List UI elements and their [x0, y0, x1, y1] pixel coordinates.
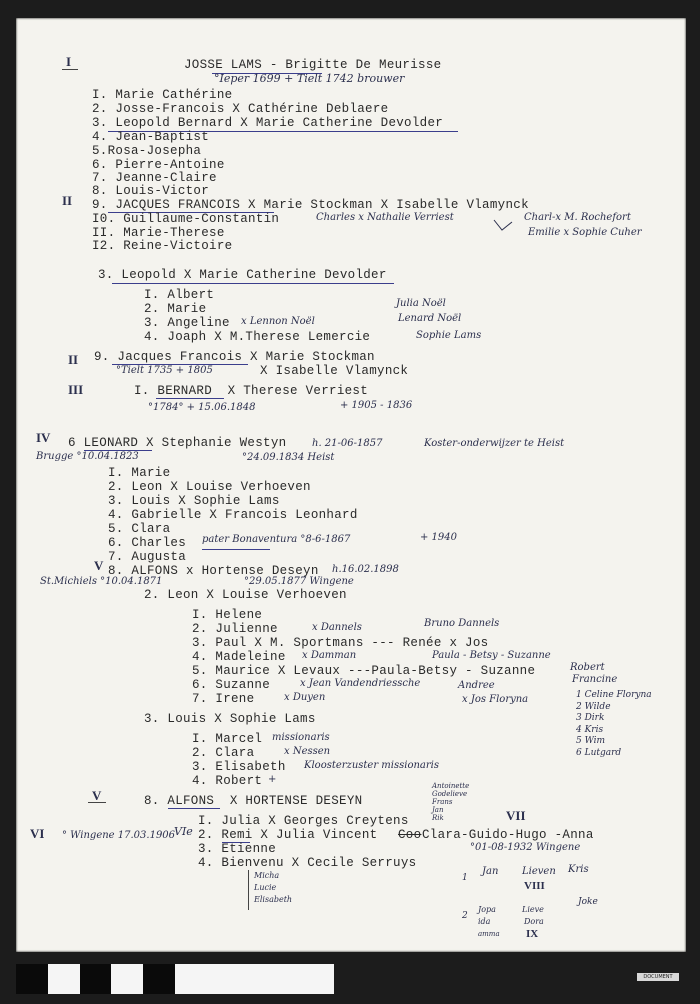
bienvenu-bracket — [248, 870, 249, 910]
side-note-3: Frans — [432, 798, 453, 806]
leon-child-6: 6. Suzanne — [192, 678, 271, 692]
calibration-block — [111, 964, 143, 994]
alfons-date2: °29.05.1877 Wingene — [244, 576, 354, 587]
arrow-icon — [494, 218, 514, 238]
child-3: 3. Leopold Bernard X Marie Catherine Devolder — [92, 116, 444, 130]
child-10: I0. Guillaume-Constantin — [92, 212, 280, 226]
guillaume-note: Charles x Nathalie Verriest — [316, 212, 454, 223]
julienne-note: x Dannels — [312, 622, 362, 633]
leon-child-5: 5. Maurice X Levaux ---Paula-Betsy - Suzanne — [192, 664, 536, 678]
leonard-heading: 6 LEONARD X Stephanie Westyn — [68, 436, 287, 450]
madeleine-note-2: Paula - Betsy - Suzanne — [432, 650, 551, 661]
leonard-child-1: I. Marie — [108, 466, 171, 480]
jacques-second-wife: X Isabelle Vlamynck — [260, 364, 409, 378]
alfons-left-date: ° Wingene 17.03.1906 — [62, 830, 176, 841]
grandchild-6: 6 Lutgard — [576, 747, 622, 758]
roman-numeral-vi: VI — [30, 826, 45, 841]
child-9: 9. JACQUES FRANCOIS X Marie Stockman X Isabelle Vlamynck — [92, 198, 529, 212]
calibration-block — [270, 964, 302, 994]
charles-note-2: + 1940 — [420, 532, 458, 543]
child-1: I. Marie Cathérine — [92, 88, 233, 102]
calibration-block — [175, 964, 207, 994]
madeleine-note: x Damman — [302, 650, 357, 661]
angeline-note: x Lennon Noël — [241, 316, 315, 327]
grandchild-3: 3 Dirk — [576, 713, 605, 723]
vie-mark: VIe — [174, 825, 193, 838]
leopold-note-sophie: Sophie Lams — [416, 330, 482, 341]
document-page — [16, 18, 686, 952]
leopold-heading: 3. Leopold X Marie Catherine Devolder — [98, 268, 387, 282]
calibration-block — [239, 964, 271, 994]
alfons-death-note: h.16.02.1898 — [332, 564, 399, 575]
child-2: 2. Josse-Francois X Cathérine Deblaere — [92, 102, 389, 116]
suzanne-note-2: Andree — [458, 680, 495, 691]
note-jan: Jan — [482, 866, 499, 877]
leon-child-7: 7. Irene — [192, 692, 255, 706]
remi-kids: Clara-Guido-Hugo -Anna — [422, 828, 594, 842]
leonard-birth-note: h. 21-06-1857 — [312, 438, 383, 449]
elisabeth-note: Kloosterzuster missionaris — [304, 760, 439, 771]
louis-child-3: 3. Elisabeth — [192, 760, 286, 774]
calibration-block — [48, 964, 80, 994]
bernard-wife-dates: + 1905 - 1836 — [340, 400, 413, 411]
louis-child-4: 4. Robert — [192, 774, 263, 788]
calibration-block — [143, 964, 175, 994]
numeral-underline — [62, 69, 78, 70]
bienvenu-kid-3: Elisabeth — [254, 895, 293, 904]
leopold-child-2: 2. Marie — [144, 302, 207, 316]
note-two: 2 — [462, 911, 468, 921]
irene-note-2: x Jos Floryna — [462, 694, 529, 705]
guillaume-child-note-1: Charl-x M. Rochefort — [524, 212, 631, 223]
leonard-left-note: Brugge °10.04.1823 — [36, 451, 139, 462]
bienvenu-kid-1: Micha — [254, 871, 280, 880]
calibration-block — [16, 964, 48, 994]
maurice-note-2: Francine — [572, 674, 618, 685]
roman-numeral-iii: III — [68, 382, 84, 397]
jacques-heading: 9. Jacques Francois X Marie Stockman — [94, 350, 375, 364]
calibration-bar — [16, 964, 334, 994]
side-note-5: Rik — [432, 814, 444, 822]
archive-tag: DOCUMENT — [637, 973, 679, 981]
alfons-left-note: St.Michiels °10.04.1871 — [40, 576, 163, 587]
leonard-job-note: Koster-onderwijzer te Heist — [424, 438, 565, 449]
calibration-block — [80, 964, 112, 994]
charles-note: pater Bonaventura °8-6-1867 — [202, 534, 351, 545]
suzanne-note: x Jean Vandendriessche — [300, 678, 421, 689]
calibration-block — [207, 964, 239, 994]
leopold-note-leonard: Lenard Noël — [398, 313, 462, 324]
roman-numeral-iv: IV — [36, 430, 51, 445]
leon-child-3: 3. Paul X M. Sportmans --- Renée x Jos — [192, 636, 489, 650]
side-note-2: Godelieve — [432, 790, 468, 798]
louis-heading: 3. Louis X Sophie Lams — [144, 712, 316, 726]
note-one: 1 — [462, 873, 468, 883]
robert-note: + — [268, 774, 277, 785]
document-title: JOSSE LAMS - Brigitte De Meurisse — [184, 58, 442, 72]
alfons-child-4: 4. Bienvenu X Cecile Serruys — [198, 856, 417, 870]
child-8: 8. Louis-Victor — [92, 184, 210, 198]
leon-child-4: 4. Madeleine — [192, 650, 286, 664]
bienvenu-kids — [254, 870, 292, 906]
leopold-underline — [112, 283, 394, 284]
julienne-note-2: Bruno Dannels — [424, 618, 500, 629]
note-ida: ida — [478, 917, 491, 926]
leopold-note-julia: Julia Noël — [396, 298, 446, 309]
roman-numeral: I — [66, 54, 72, 69]
roman-numeral-ii-b: II — [68, 352, 79, 367]
grandchild-5: 5 Wim — [576, 736, 606, 746]
child-11: II. Marie-Therese — [92, 226, 225, 240]
clara-note: x Nessen — [284, 746, 331, 757]
louis-child-2: 2. Clara — [192, 746, 255, 760]
remi-kids-strike: Coo — [398, 828, 422, 842]
leonard-child-6: 6. Charles — [108, 536, 187, 550]
roman-numeral-v: V — [92, 788, 102, 803]
note-jopa: Jopa — [478, 905, 496, 914]
child-4: 4. Jean-Baptist — [92, 130, 210, 144]
maurice-note: Robert — [570, 662, 605, 673]
leonard-child-8: 8. ALFONS x Hortense Deseyn — [108, 564, 319, 578]
alfons-child-3: 3. Etienne — [198, 842, 277, 856]
roman-numeral-vii: VII — [506, 808, 526, 823]
note-dora: Dora — [524, 917, 544, 926]
note-lieve: Lieve — [522, 905, 544, 914]
child-12: I2. Reine-Victoire — [92, 239, 233, 253]
leonard-date2: °24.09.1834 Heist — [242, 452, 335, 463]
guillaume-child-note-2: Emilie x Sophie Cuher — [528, 227, 642, 238]
roman-numeral-v-mark: V — [94, 558, 104, 573]
leopold-child-4: 4. Joaph X M.Therese Lemercie — [144, 330, 371, 344]
roman-numeral-ii: II — [62, 193, 73, 208]
header-note: °Ieper 1699 + Tielt 1742 brouwer — [214, 72, 405, 85]
leon-child-2: 2. Julienne — [192, 622, 278, 636]
note-joke: Joke — [578, 897, 598, 907]
leon-heading: 2. Leon X Louise Verhoeven — [144, 588, 347, 602]
grandchild-1: 1 Celine Floryna — [576, 690, 652, 700]
child-5: 5.Rosa-Josepha — [92, 144, 202, 158]
leonard-child-3: 3. Louis X Sophie Lams — [108, 494, 280, 508]
jacques-note: °Tielt 1735 + 1805 — [116, 365, 213, 376]
leon-child-1: I. Helene — [192, 608, 263, 622]
remi-born: °01-08-1932 Wingene — [470, 842, 581, 853]
bernard-born: °1784° + 15.06.1848 — [148, 402, 256, 413]
irene-note: x Duyen — [284, 692, 326, 703]
child-7: 7. Jeanne-Claire — [92, 171, 217, 185]
marcel-note: missionaris — [272, 732, 330, 743]
grandchild-2: 2 Wilde — [576, 701, 611, 712]
leopold-child-1: I. Albert — [144, 288, 215, 302]
leonard-child-5: 5. Clara — [108, 522, 171, 536]
alfons-child-2: 2. Remi X Julia Vincent — [198, 828, 378, 842]
louis-child-1: I. Marcel — [192, 732, 263, 746]
leonard-child-2: 2. Leon X Louise Verhoeven — [108, 480, 311, 494]
alfons-underline — [168, 808, 220, 809]
note-amma: amma — [478, 930, 500, 938]
alfons-side-note — [432, 782, 469, 822]
side-note-4: Jan — [432, 806, 444, 814]
numeral-v-underline — [88, 802, 106, 803]
note-kris: Kris — [568, 864, 589, 875]
child-6: 6. Pierre-Antoine — [92, 158, 225, 172]
side-note-1: Antoinette — [432, 782, 470, 790]
charles-note-underline — [202, 549, 270, 550]
alfons-heading: 8. ALFONS X HORTENSE DESEYN — [144, 794, 363, 808]
note-lieven: Lieven — [522, 866, 556, 877]
bienvenu-kid-2: Lucie — [254, 883, 277, 892]
leopold-child-3: 3. Angeline — [144, 316, 230, 330]
bernard-underline — [156, 398, 224, 399]
roman-numeral-viii: VIII — [524, 880, 545, 892]
grandchildren-list — [576, 690, 652, 759]
alfons-child-1: I. Julia X Georges Creytens — [198, 814, 409, 828]
bernard-heading: I. BERNARD X Therese Verriest — [134, 384, 369, 398]
calibration-block — [302, 964, 334, 994]
leonard-child-7: 7. Augusta — [108, 550, 187, 564]
grandchild-4: 4 Kris — [576, 724, 604, 735]
leonard-child-4: 4. Gabrielle X Francois Leonhard — [108, 508, 358, 522]
roman-numeral-ix: IX — [526, 928, 539, 940]
